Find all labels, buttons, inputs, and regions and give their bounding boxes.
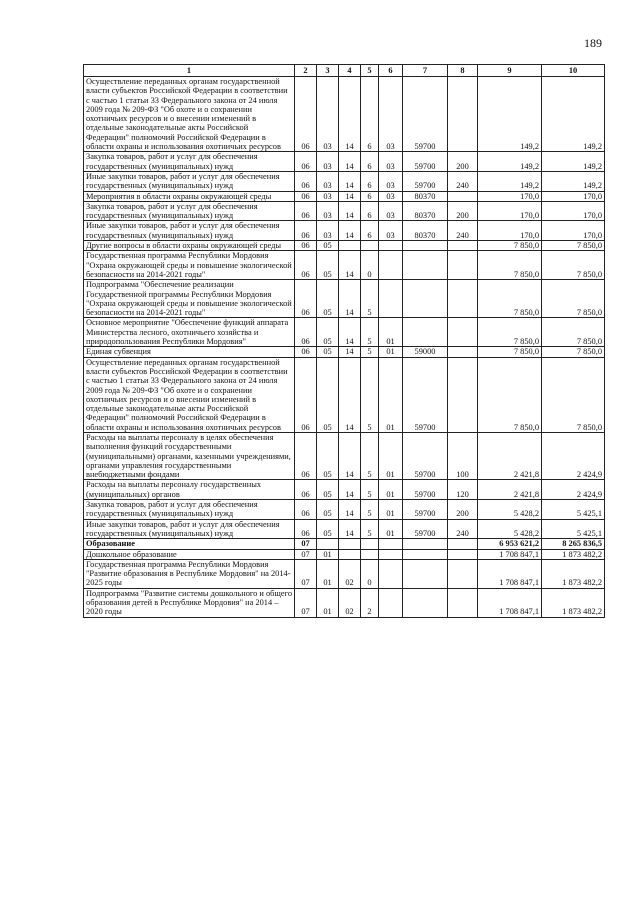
section-code-cell: 06 bbox=[295, 318, 317, 347]
amount-year2-cell: 2 424,9 bbox=[542, 480, 605, 500]
amount-year1-cell: 6 953 621,2 bbox=[478, 539, 542, 549]
amount-year2-cell: 1 873 482,2 bbox=[542, 559, 605, 588]
section-code-cell: 06 bbox=[295, 201, 317, 221]
row-name-cell: Подпрограмма "Развитие системы дошкольного и общего образования детей в Республике Мордовия" на 2014 – 2020 годы bbox=[84, 588, 295, 617]
target-code-cell bbox=[403, 251, 448, 280]
subprogram-code-cell: 5 bbox=[361, 280, 379, 318]
program-code-cell: 14 bbox=[339, 280, 361, 318]
amount-year1-cell: 2 421,8 bbox=[478, 432, 542, 479]
subprogram-code-cell bbox=[361, 549, 379, 559]
program-code-cell bbox=[339, 241, 361, 251]
section-code-cell: 06 bbox=[295, 77, 317, 152]
target-code-cell: 59700 bbox=[403, 152, 448, 172]
expense-type-cell bbox=[448, 347, 478, 357]
target-code-cell: 59700 bbox=[403, 500, 448, 520]
amount-year1-cell: 149,2 bbox=[478, 152, 542, 172]
target-code-cell bbox=[403, 280, 448, 318]
expense-type-cell: 120 bbox=[448, 480, 478, 500]
program-code-cell: 14 bbox=[339, 171, 361, 191]
subprogram-code-cell: 5 bbox=[361, 500, 379, 520]
subsection-code-cell: 03 bbox=[317, 201, 339, 221]
row-name-cell: Иные закупки товаров, работ и услуг для обеспечения государственных (муниципальных) нужд bbox=[84, 519, 295, 539]
amount-year1-cell: 1 708 847,1 bbox=[478, 549, 542, 559]
page-number: 189 bbox=[584, 36, 602, 50]
expense-type-cell bbox=[448, 77, 478, 152]
table-row bbox=[84, 152, 605, 172]
subsection-code-cell: 01 bbox=[317, 559, 339, 588]
program-code-cell: 14 bbox=[339, 318, 361, 347]
table-row bbox=[84, 191, 605, 201]
program-code-cell bbox=[339, 539, 361, 549]
expense-type-cell: 240 bbox=[448, 519, 478, 539]
table-row bbox=[84, 549, 605, 559]
section-code-cell: 06 bbox=[295, 357, 317, 432]
expense-type-cell: 200 bbox=[448, 500, 478, 520]
amount-year1-cell: 5 428,2 bbox=[478, 500, 542, 520]
target-code-cell: 59700 bbox=[403, 77, 448, 152]
expense-type-cell: 100 bbox=[448, 432, 478, 479]
table-row bbox=[84, 519, 605, 539]
row-name-cell: Осуществление переданных органам государственной власти субъектов Российской Федерации в соответствии с частью 1 статьи 33 Федерального закона от 24 июля 2009 года № 209-ФЗ "Об охоте и о сохранении охотничьих ресурсов и о внесении изменений в отдельные законодательные акты Российской Федерации" полномочий Российской Федерации в области охраны и использования охотничьих ресурсов bbox=[84, 77, 295, 152]
target-code-cell: 80370 bbox=[403, 221, 448, 241]
amount-year1-cell: 5 428,2 bbox=[478, 519, 542, 539]
row-name-cell: Единая субвенция bbox=[84, 347, 295, 357]
amount-year1-cell: 7 850,0 bbox=[478, 280, 542, 318]
activity-code-cell: 01 bbox=[379, 347, 403, 357]
amount-year2-cell: 2 424,9 bbox=[542, 432, 605, 479]
section-code-cell: 06 bbox=[295, 152, 317, 172]
expense-type-cell bbox=[448, 559, 478, 588]
subprogram-code-cell: 5 bbox=[361, 357, 379, 432]
table-row bbox=[84, 221, 605, 241]
target-code-cell bbox=[403, 559, 448, 588]
amount-year2-cell: 7 850,0 bbox=[542, 251, 605, 280]
row-name-cell: Государственная программа Республики Мордовия "Развитие образования в Республике Мордовия" на 2014-2025 годы bbox=[84, 559, 295, 588]
table-row bbox=[84, 347, 605, 357]
row-name-cell: Образование bbox=[84, 539, 295, 549]
expense-type-cell: 200 bbox=[448, 201, 478, 221]
amount-year2-cell: 7 850,0 bbox=[542, 280, 605, 318]
amount-year2-cell: 149,2 bbox=[542, 152, 605, 172]
expense-type-cell bbox=[448, 539, 478, 549]
amount-year2-cell: 7 850,0 bbox=[542, 241, 605, 251]
target-code-cell: 59700 bbox=[403, 171, 448, 191]
subprogram-code-cell: 5 bbox=[361, 347, 379, 357]
activity-code-cell: 03 bbox=[379, 77, 403, 152]
subprogram-code-cell: 5 bbox=[361, 432, 379, 479]
subsection-code-cell: 05 bbox=[317, 251, 339, 280]
subsection-code-cell: 05 bbox=[317, 347, 339, 357]
column-header: 1 bbox=[84, 65, 295, 77]
amount-year2-cell: 1 873 482,2 bbox=[542, 588, 605, 617]
table-row bbox=[84, 357, 605, 432]
amount-year2-cell: 1 873 482,2 bbox=[542, 549, 605, 559]
amount-year1-cell: 170,0 bbox=[478, 221, 542, 241]
amount-year1-cell: 170,0 bbox=[478, 201, 542, 221]
row-name-cell: Подпрограмма "Обеспечение реализации Государственной программы Республики Мордовия "Охрана окружающей среды и повышение экологической безопасности на 2014-2021 годы" bbox=[84, 280, 295, 318]
expense-type-cell: 200 bbox=[448, 152, 478, 172]
amount-year1-cell: 7 850,0 bbox=[478, 251, 542, 280]
target-code-cell: 80370 bbox=[403, 191, 448, 201]
table-row bbox=[84, 559, 605, 588]
section-code-cell: 06 bbox=[295, 171, 317, 191]
subprogram-code-cell: 5 bbox=[361, 318, 379, 347]
row-name-cell: Расходы на выплаты персоналу государственных (муниципальных) органов bbox=[84, 480, 295, 500]
amount-year2-cell: 8 265 836,5 bbox=[542, 539, 605, 549]
subsection-code-cell: 05 bbox=[317, 318, 339, 347]
subsection-code-cell: 05 bbox=[317, 480, 339, 500]
amount-year1-cell: 2 421,8 bbox=[478, 480, 542, 500]
expense-type-cell: 240 bbox=[448, 171, 478, 191]
expense-type-cell: 240 bbox=[448, 221, 478, 241]
column-header: 9 bbox=[478, 65, 542, 77]
target-code-cell bbox=[403, 588, 448, 617]
amount-year2-cell: 149,2 bbox=[542, 77, 605, 152]
subprogram-code-cell bbox=[361, 241, 379, 251]
table-row bbox=[84, 201, 605, 221]
table-row bbox=[84, 480, 605, 500]
section-code-cell: 06 bbox=[295, 480, 317, 500]
subsection-code-cell: 05 bbox=[317, 519, 339, 539]
amount-year2-cell: 7 850,0 bbox=[542, 347, 605, 357]
activity-code-cell: 01 bbox=[379, 500, 403, 520]
activity-code-cell bbox=[379, 539, 403, 549]
activity-code-cell bbox=[379, 280, 403, 318]
column-header: 6 bbox=[379, 65, 403, 77]
subsection-code-cell: 03 bbox=[317, 191, 339, 201]
subprogram-code-cell: 6 bbox=[361, 152, 379, 172]
column-header: 8 bbox=[448, 65, 478, 77]
program-code-cell: 14 bbox=[339, 480, 361, 500]
table-row bbox=[84, 318, 605, 347]
section-code-cell: 07 bbox=[295, 559, 317, 588]
program-code-cell bbox=[339, 549, 361, 559]
subprogram-code-cell: 6 bbox=[361, 191, 379, 201]
amount-year2-cell: 5 425,1 bbox=[542, 500, 605, 520]
activity-code-cell bbox=[379, 251, 403, 280]
expense-type-cell bbox=[448, 280, 478, 318]
row-name-cell: Мероприятия в области охраны окружающей среды bbox=[84, 191, 295, 201]
activity-code-cell: 03 bbox=[379, 152, 403, 172]
table-row bbox=[84, 171, 605, 191]
subprogram-code-cell bbox=[361, 539, 379, 549]
activity-code-cell: 03 bbox=[379, 171, 403, 191]
amount-year2-cell: 170,0 bbox=[542, 191, 605, 201]
target-code-cell bbox=[403, 318, 448, 347]
amount-year2-cell: 5 425,1 bbox=[542, 519, 605, 539]
row-name-cell: Закупка товаров, работ и услуг для обеспечения государственных (муниципальных) нужд bbox=[84, 500, 295, 520]
amount-year1-cell: 149,2 bbox=[478, 171, 542, 191]
program-code-cell: 14 bbox=[339, 251, 361, 280]
row-name-cell: Закупка товаров, работ и услуг для обеспечения государственных (муниципальных) нужд bbox=[84, 201, 295, 221]
activity-code-cell: 01 bbox=[379, 357, 403, 432]
row-name-cell: Иные закупки товаров, работ и услуг для обеспечения государственных (муниципальных) нужд bbox=[84, 171, 295, 191]
activity-code-cell bbox=[379, 559, 403, 588]
row-name-cell: Иные закупки товаров, работ и услуг для обеспечения государственных (муниципальных) нужд bbox=[84, 221, 295, 241]
amount-year1-cell: 149,2 bbox=[478, 77, 542, 152]
program-code-cell: 14 bbox=[339, 500, 361, 520]
activity-code-cell: 03 bbox=[379, 191, 403, 201]
subprogram-code-cell: 5 bbox=[361, 519, 379, 539]
amount-year2-cell: 170,0 bbox=[542, 221, 605, 241]
subprogram-code-cell: 6 bbox=[361, 77, 379, 152]
activity-code-cell: 01 bbox=[379, 480, 403, 500]
column-header: 2 bbox=[295, 65, 317, 77]
subprogram-code-cell: 6 bbox=[361, 201, 379, 221]
amount-year1-cell: 1 708 847,1 bbox=[478, 588, 542, 617]
section-code-cell: 06 bbox=[295, 191, 317, 201]
subprogram-code-cell: 2 bbox=[361, 588, 379, 617]
section-code-cell: 06 bbox=[295, 241, 317, 251]
activity-code-cell: 03 bbox=[379, 221, 403, 241]
amount-year1-cell: 7 850,0 bbox=[478, 318, 542, 347]
column-header: 10 bbox=[542, 65, 605, 77]
amount-year2-cell: 170,0 bbox=[542, 201, 605, 221]
section-code-cell: 06 bbox=[295, 347, 317, 357]
program-code-cell: 02 bbox=[339, 559, 361, 588]
subsection-code-cell: 03 bbox=[317, 221, 339, 241]
target-code-cell bbox=[403, 549, 448, 559]
target-code-cell: 59700 bbox=[403, 480, 448, 500]
column-header: 7 bbox=[403, 65, 448, 77]
amount-year1-cell: 1 708 847,1 bbox=[478, 559, 542, 588]
subsection-code-cell: 03 bbox=[317, 171, 339, 191]
amount-year2-cell: 7 850,0 bbox=[542, 357, 605, 432]
program-code-cell: 14 bbox=[339, 432, 361, 479]
activity-code-cell: 01 bbox=[379, 519, 403, 539]
expense-type-cell bbox=[448, 588, 478, 617]
expense-type-cell bbox=[448, 357, 478, 432]
activity-code-cell bbox=[379, 549, 403, 559]
subsection-code-cell bbox=[317, 539, 339, 549]
section-code-cell: 07 bbox=[295, 588, 317, 617]
subsection-code-cell: 05 bbox=[317, 357, 339, 432]
section-code-cell: 06 bbox=[295, 432, 317, 479]
column-header: 3 bbox=[317, 65, 339, 77]
section-code-cell: 07 bbox=[295, 539, 317, 549]
column-header: 5 bbox=[361, 65, 379, 77]
subprogram-code-cell: 0 bbox=[361, 251, 379, 280]
program-code-cell: 14 bbox=[339, 357, 361, 432]
subprogram-code-cell: 6 bbox=[361, 221, 379, 241]
program-code-cell: 14 bbox=[339, 519, 361, 539]
table-row bbox=[84, 251, 605, 280]
amount-year1-cell: 7 850,0 bbox=[478, 347, 542, 357]
amount-year1-cell: 7 850,0 bbox=[478, 241, 542, 251]
table-row bbox=[84, 280, 605, 318]
activity-code-cell bbox=[379, 241, 403, 251]
table-row bbox=[84, 241, 605, 251]
row-name-cell: Основное мероприятие "Обеспечение функций аппарата Министерства лесного, охотничьего хозяйства и природопользования Республики Мордовия" bbox=[84, 318, 295, 347]
expense-type-cell bbox=[448, 549, 478, 559]
table-row bbox=[84, 588, 605, 617]
subprogram-code-cell: 5 bbox=[361, 480, 379, 500]
section-code-cell: 06 bbox=[295, 519, 317, 539]
target-code-cell: 59700 bbox=[403, 357, 448, 432]
subprogram-code-cell: 6 bbox=[361, 171, 379, 191]
subsection-code-cell: 05 bbox=[317, 241, 339, 251]
section-code-cell: 06 bbox=[295, 251, 317, 280]
program-code-cell: 02 bbox=[339, 588, 361, 617]
amount-year1-cell: 170,0 bbox=[478, 191, 542, 201]
row-name-cell: Государственная программа Республики Мордовия "Охрана окружающей среды и повышение экологической безопасности на 2014-2021 годы" bbox=[84, 251, 295, 280]
row-name-cell: Закупка товаров, работ и услуг для обеспечения государственных (муниципальных) нужд bbox=[84, 152, 295, 172]
column-header: 4 bbox=[339, 65, 361, 77]
budget-table bbox=[83, 64, 605, 618]
program-code-cell: 14 bbox=[339, 152, 361, 172]
section-code-cell: 06 bbox=[295, 221, 317, 241]
expense-type-cell bbox=[448, 241, 478, 251]
subsection-code-cell: 03 bbox=[317, 152, 339, 172]
activity-code-cell bbox=[379, 588, 403, 617]
amount-year2-cell: 149,2 bbox=[542, 171, 605, 191]
subsection-code-cell: 05 bbox=[317, 500, 339, 520]
target-code-cell bbox=[403, 539, 448, 549]
table-row bbox=[84, 500, 605, 520]
subsection-code-cell: 01 bbox=[317, 549, 339, 559]
section-code-cell: 07 bbox=[295, 549, 317, 559]
program-code-cell: 14 bbox=[339, 191, 361, 201]
row-name-cell: Другие вопросы в области охраны окружающей среды bbox=[84, 241, 295, 251]
row-name-cell: Дошкольное образование bbox=[84, 549, 295, 559]
row-name-cell: Осуществление переданных органам государственной власти субъектов Российской Федерации в соответствии с частью 1 статьи 33 Федерального закона от 24 июля 2009 года № 209-ФЗ "Об охоте и о сохранении охотничьих ресурсов и о внесении изменений в отдельные законодательные акты Российской Федерации" полномочий Российской Федерации в области охраны и использования охотничьих ресурсов bbox=[84, 357, 295, 432]
target-code-cell bbox=[403, 241, 448, 251]
target-code-cell: 59000 bbox=[403, 347, 448, 357]
activity-code-cell: 03 bbox=[379, 201, 403, 221]
expense-type-cell bbox=[448, 191, 478, 201]
table-row bbox=[84, 432, 605, 479]
subsection-code-cell: 05 bbox=[317, 280, 339, 318]
table-row bbox=[84, 539, 605, 549]
amount-year2-cell: 7 850,0 bbox=[542, 318, 605, 347]
program-code-cell: 14 bbox=[339, 221, 361, 241]
expense-type-cell bbox=[448, 251, 478, 280]
program-code-cell: 14 bbox=[339, 201, 361, 221]
activity-code-cell: 01 bbox=[379, 432, 403, 479]
subprogram-code-cell: 0 bbox=[361, 559, 379, 588]
section-code-cell: 06 bbox=[295, 500, 317, 520]
target-code-cell: 59700 bbox=[403, 519, 448, 539]
subsection-code-cell: 01 bbox=[317, 588, 339, 617]
subsection-code-cell: 03 bbox=[317, 77, 339, 152]
amount-year1-cell: 7 850,0 bbox=[478, 357, 542, 432]
target-code-cell: 80370 bbox=[403, 201, 448, 221]
row-name-cell: Расходы на выплаты персоналу в целях обеспечения выполнения функций государственными (муниципальными) органами, казенными учреждениями, органами управления государственными внебюджетными фондами bbox=[84, 432, 295, 479]
table-header-row bbox=[84, 65, 605, 77]
program-code-cell: 14 bbox=[339, 347, 361, 357]
subsection-code-cell: 05 bbox=[317, 432, 339, 479]
program-code-cell: 14 bbox=[339, 77, 361, 152]
target-code-cell: 59700 bbox=[403, 432, 448, 479]
activity-code-cell: 01 bbox=[379, 318, 403, 347]
table-row bbox=[84, 77, 605, 152]
section-code-cell: 06 bbox=[295, 280, 317, 318]
expense-type-cell bbox=[448, 318, 478, 347]
